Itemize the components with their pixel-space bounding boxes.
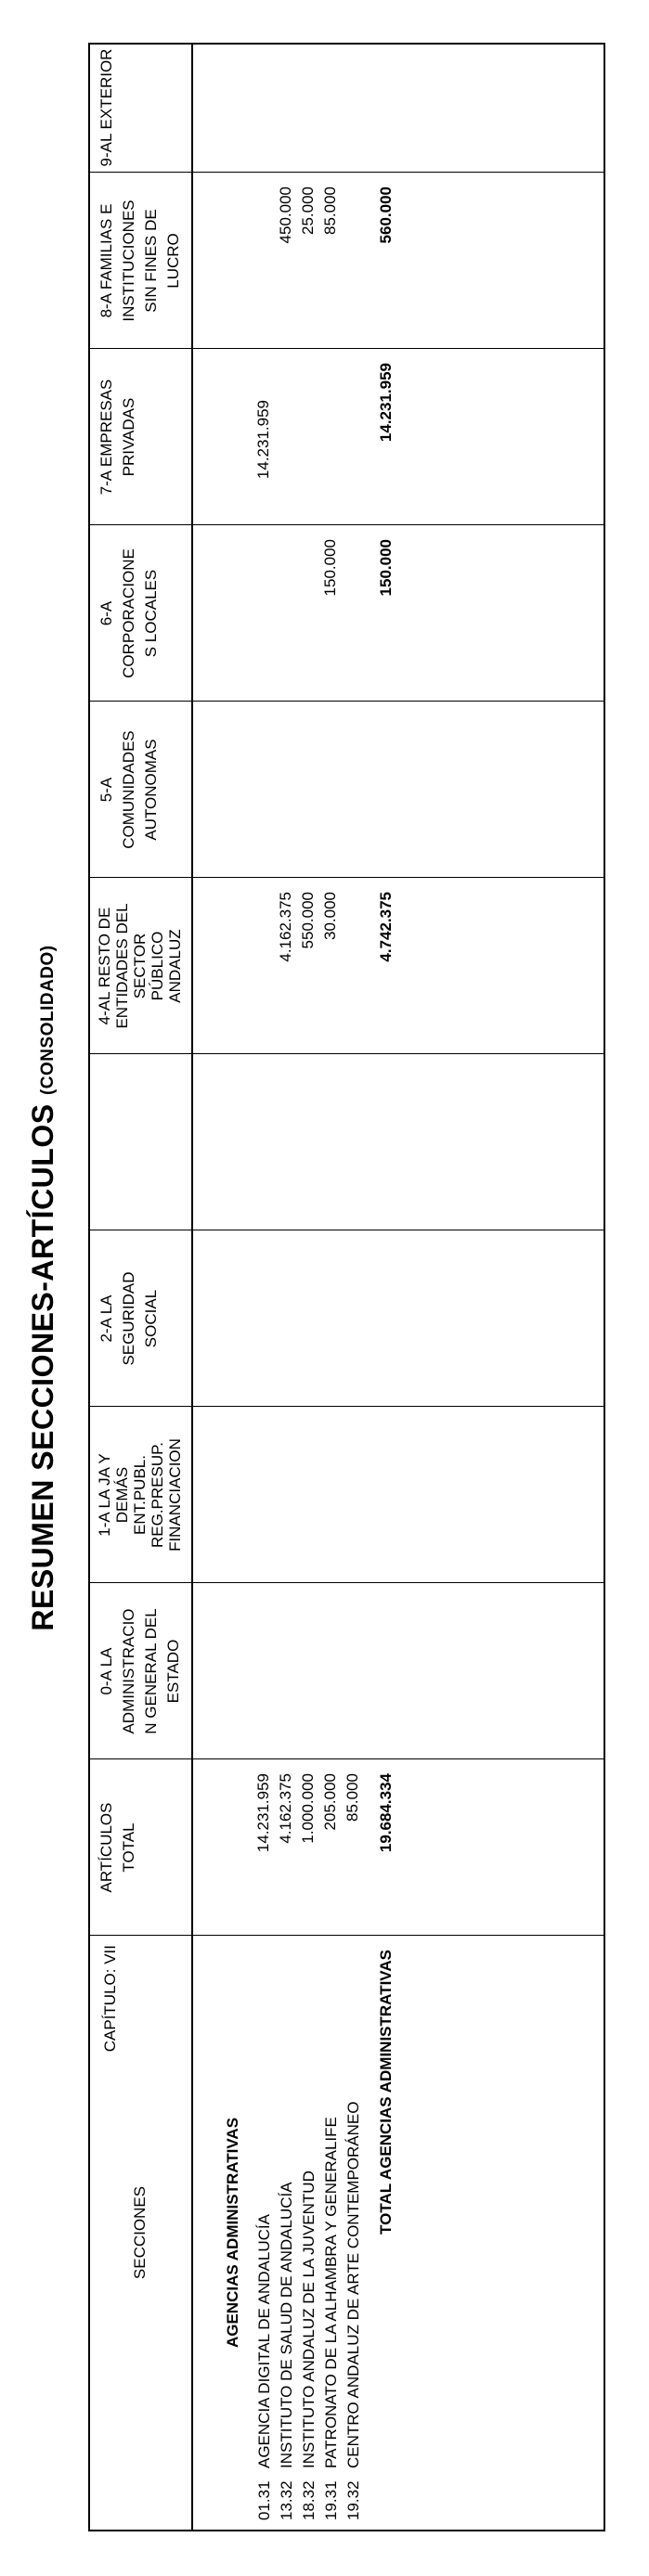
totals-a8: 560.000	[377, 187, 395, 244]
row-name: AGENCIA DIGITAL DE ANDALUCÍA	[255, 2214, 273, 2468]
row-a8: 25.000	[299, 187, 317, 235]
header-line: LUCRO	[164, 233, 182, 289]
header-col-a8: 8-A FAMILIAS E INSTITUCIONES SIN FINES DE LUCRO	[96, 173, 185, 349]
header-line: ESTADO	[164, 1639, 182, 1704]
col-sep	[90, 524, 604, 525]
group-title: AGENCIAS ADMINISTRATIVAS	[224, 2117, 241, 2349]
row-code: 19.32	[344, 2480, 362, 2520]
row-a4: 30.000	[321, 892, 339, 940]
header-col-a5: 5-A COMUNIDADES AUTONOMAS	[97, 730, 160, 849]
header-col-total: ARTÍCULOS TOTAL	[97, 1802, 137, 1893]
header-secciones: SECCIONES	[131, 2185, 149, 2280]
row-code: 18.32	[300, 2480, 318, 2520]
totals-a6: 150.000	[377, 539, 395, 597]
header-line: REG.PRESUP.	[149, 1442, 166, 1549]
row-code: 13.32	[278, 2480, 295, 2520]
row-total: 1.000.000	[299, 1773, 317, 1844]
row-a7: 14.231.959	[254, 400, 272, 480]
row-total: 4.162.375	[277, 1773, 294, 1844]
row-a8: 450.000	[277, 187, 294, 244]
title-main: RESUMEN SECCIONES-ARTÍCULOS	[26, 1103, 59, 1631]
row-a6: 150.000	[321, 539, 339, 597]
header-capitulo: CAPÍTULO: VII	[101, 1945, 119, 2053]
header-col-a2: 2-A LA SEGURIDAD SOCIAL	[97, 1271, 160, 1366]
header-col-a9: 9-AL EXTERIOR	[97, 48, 115, 167]
row-code: 19.31	[322, 2480, 340, 2520]
header-separator	[191, 45, 193, 2530]
header-col-a6: 6-A CORPORACIONE S LOCALES	[97, 548, 160, 678]
row-a4: 550.000	[299, 892, 317, 949]
title-sub: (CONSOLIDADO)	[38, 945, 58, 1096]
totals-a4: 4.742.375	[377, 892, 395, 962]
header-line: FINANCIACION	[166, 1438, 184, 1552]
row-total: 14.231.959	[254, 1773, 272, 1853]
header-col-a7: 7-A EMPRESAS PRIVADAS	[97, 379, 137, 496]
row-total: 205.000	[321, 1773, 339, 1831]
summary-table	[88, 43, 605, 2531]
page-title	[26, 0, 60, 2576]
header-col-a0: 0-A LA ADMINISTRACIO N GENERAL DEL ESTADO	[96, 1583, 185, 1759]
row-name: PATRONATO DE LA ALHAMBRA Y GENERALIFE	[322, 2117, 340, 2468]
totals-label: TOTAL AGENCIAS ADMINISTRATIVAS	[377, 1950, 395, 2235]
row-name: INSTITUTO DE SALUD DE ANDALUCÍA	[278, 2182, 295, 2468]
header-line: PÚBLICO	[149, 931, 166, 1001]
row-total: 85.000	[344, 1773, 361, 1822]
header-line: ANDALUZ	[166, 929, 184, 1003]
row-a8: 85.000	[321, 187, 339, 235]
totals-a7: 14.231.959	[377, 363, 395, 443]
header-col-a4: 4-AL RESTO DE ENTIDADES DEL SECTOR PÚBLICO ANDALUZ	[96, 878, 184, 1054]
row-name: CENTRO ANDALUZ DE ARTE CONTEMPORÁNEO	[344, 2101, 362, 2468]
row-code: 01.31	[255, 2480, 273, 2520]
header-col-a1: 1-A LA JA Y DEMÁS ENT.PUBL. REG.PRESUP. FINANCIACION	[96, 1407, 184, 1583]
row-name: INSTITUTO ANDALUZ DE LA JUVENTUD	[300, 2170, 318, 2468]
totals-total: 19.684.334	[377, 1773, 395, 1853]
col-sep	[90, 701, 604, 702]
row-a4: 4.162.375	[277, 892, 294, 962]
